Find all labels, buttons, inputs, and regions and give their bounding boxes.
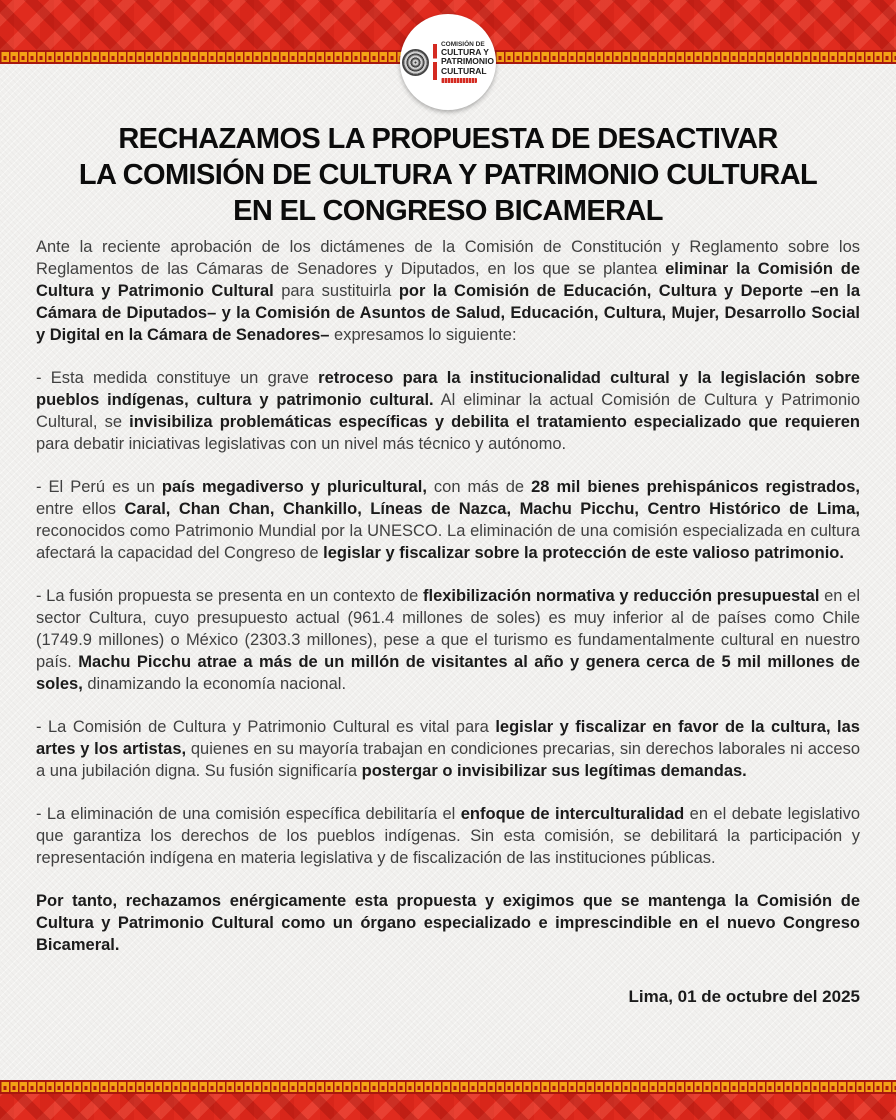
body-paragraphs <box>36 236 860 956</box>
logo-line-2: CULTURA Y <box>440 46 489 57</box>
paragraph: - Esta medida constituye un grave retroceso para la institucionalidad cultural y la legislación sobre pueblos indígenas, cultura y patrimonio cultural. Al eliminar la actual Comisión de Cultura y Patrimonio Cultural, se invisibiliza problemáticas específicas y debilita el tratamiento especializado que requieren para debatir iniciativas legislativas con un nivel más técnico y autónomo. <box>36 369 861 453</box>
logo-period-badge <box>441 78 477 83</box>
title-line-1: RECHAZAMOS LA PROPUESTA DE DESACTIVAR <box>118 123 778 155</box>
statement-body <box>36 236 860 1008</box>
logo-text <box>441 41 494 84</box>
commission-logo <box>400 14 496 110</box>
woven-red-band-bottom <box>0 1094 896 1120</box>
commission-logo-inner <box>402 41 494 84</box>
title-line-2: LA COMISIÓN DE CULTURA Y PATRIMONIO CULTURAL <box>78 158 818 191</box>
logo-line-1: COMISIÓN DE <box>440 40 485 48</box>
paragraph: - La Comisión de Cultura y Patrimonio Cultural es vital para legislar y fiscalizar en favor de la cultura, las artes y los artistas, quienes en su mayoría trabajan en condiciones precarias, sin derechos laborales ni acceso a una jubilación digna. Su fusión significaría postergar o invisibilizar sus legítimas demandas. <box>36 718 860 780</box>
dateline: Lima, 01 de octubre del 2025 <box>628 987 860 1006</box>
paragraph: Ante la reciente aprobación de los dictámenes de la Comisión de Constitución y Reglamento sobre los Reglamentos de las Cámaras de Senadores y Diputados, en los que se plantea eliminar la Comisión de Cultura y Patrimonio Cultural para sustituirla por la Comisión de Educación, Cultura y Deporte –en la Cámara de Diputados– y la Comisión de Asuntos de Salud, Educación, Cultura, Mujer, Desarrollo Social y Digital en la Cámara de Senadores– expresamos lo siguiente: <box>36 238 861 344</box>
page-title <box>20 122 876 230</box>
paragraph: - La fusión propuesta se presenta en un contexto de flexibilización normativa y reducción presupuestal en el sector Cultura, cuyo presupuesto actual (961.4 millones de soles) es muy inferior al de países como Chile (1749.9 millones) o México (2303.3 millones), pese a que el turismo es fundamentalmente cultural en nuestro país. Machu Picchu atrae a más de un millón de visitantes al año y genera cerca de 5 mil millones de soles, dinamizando la economía nacional. <box>36 587 860 693</box>
title-line-3: EN EL CONGRESO BICAMERAL <box>233 194 663 227</box>
andean-medallion-icon <box>402 49 429 76</box>
greek-key-border-bottom <box>0 1080 896 1094</box>
logo-line-4: CULTURAL <box>440 65 487 76</box>
logo-line-3: PATRIMONIO <box>440 56 495 67</box>
paragraph: - El Perú es un país megadiverso y pluricultural, con más de 28 mil bienes prehispánicos registrados, entre ellos Caral, Chan Chan, Chankillo, Líneas de Nazca, Machu Picchu, Centro Histórico de Lima, reconocidos como Patrimonio Mundial por la UNESCO. La eliminación de una comisión especializada en cultura afectará la capacidad del Congreso de legislar y fiscalizar sobre la protección de este valioso patrimonio. <box>36 478 860 562</box>
logo-red-bar <box>433 44 437 80</box>
paragraph: Por tanto, rechazamos enérgicamente esta propuesta y exigimos que se mantenga la Comisión de Cultura y Patrimonio Cultural como un órgano especializado e imprescindible en el nuevo Congreso Bicameral. <box>36 892 860 954</box>
paragraph: - La eliminación de una comisión específica debilitaría el enfoque de interculturalidad en el debate legislativo que garantiza los derechos de los pueblos indígenas. Sin esta comisión, se debilitará la participación y representación indígena en materia legislativa y de fiscalización de las instituciones públicas. <box>36 805 861 867</box>
